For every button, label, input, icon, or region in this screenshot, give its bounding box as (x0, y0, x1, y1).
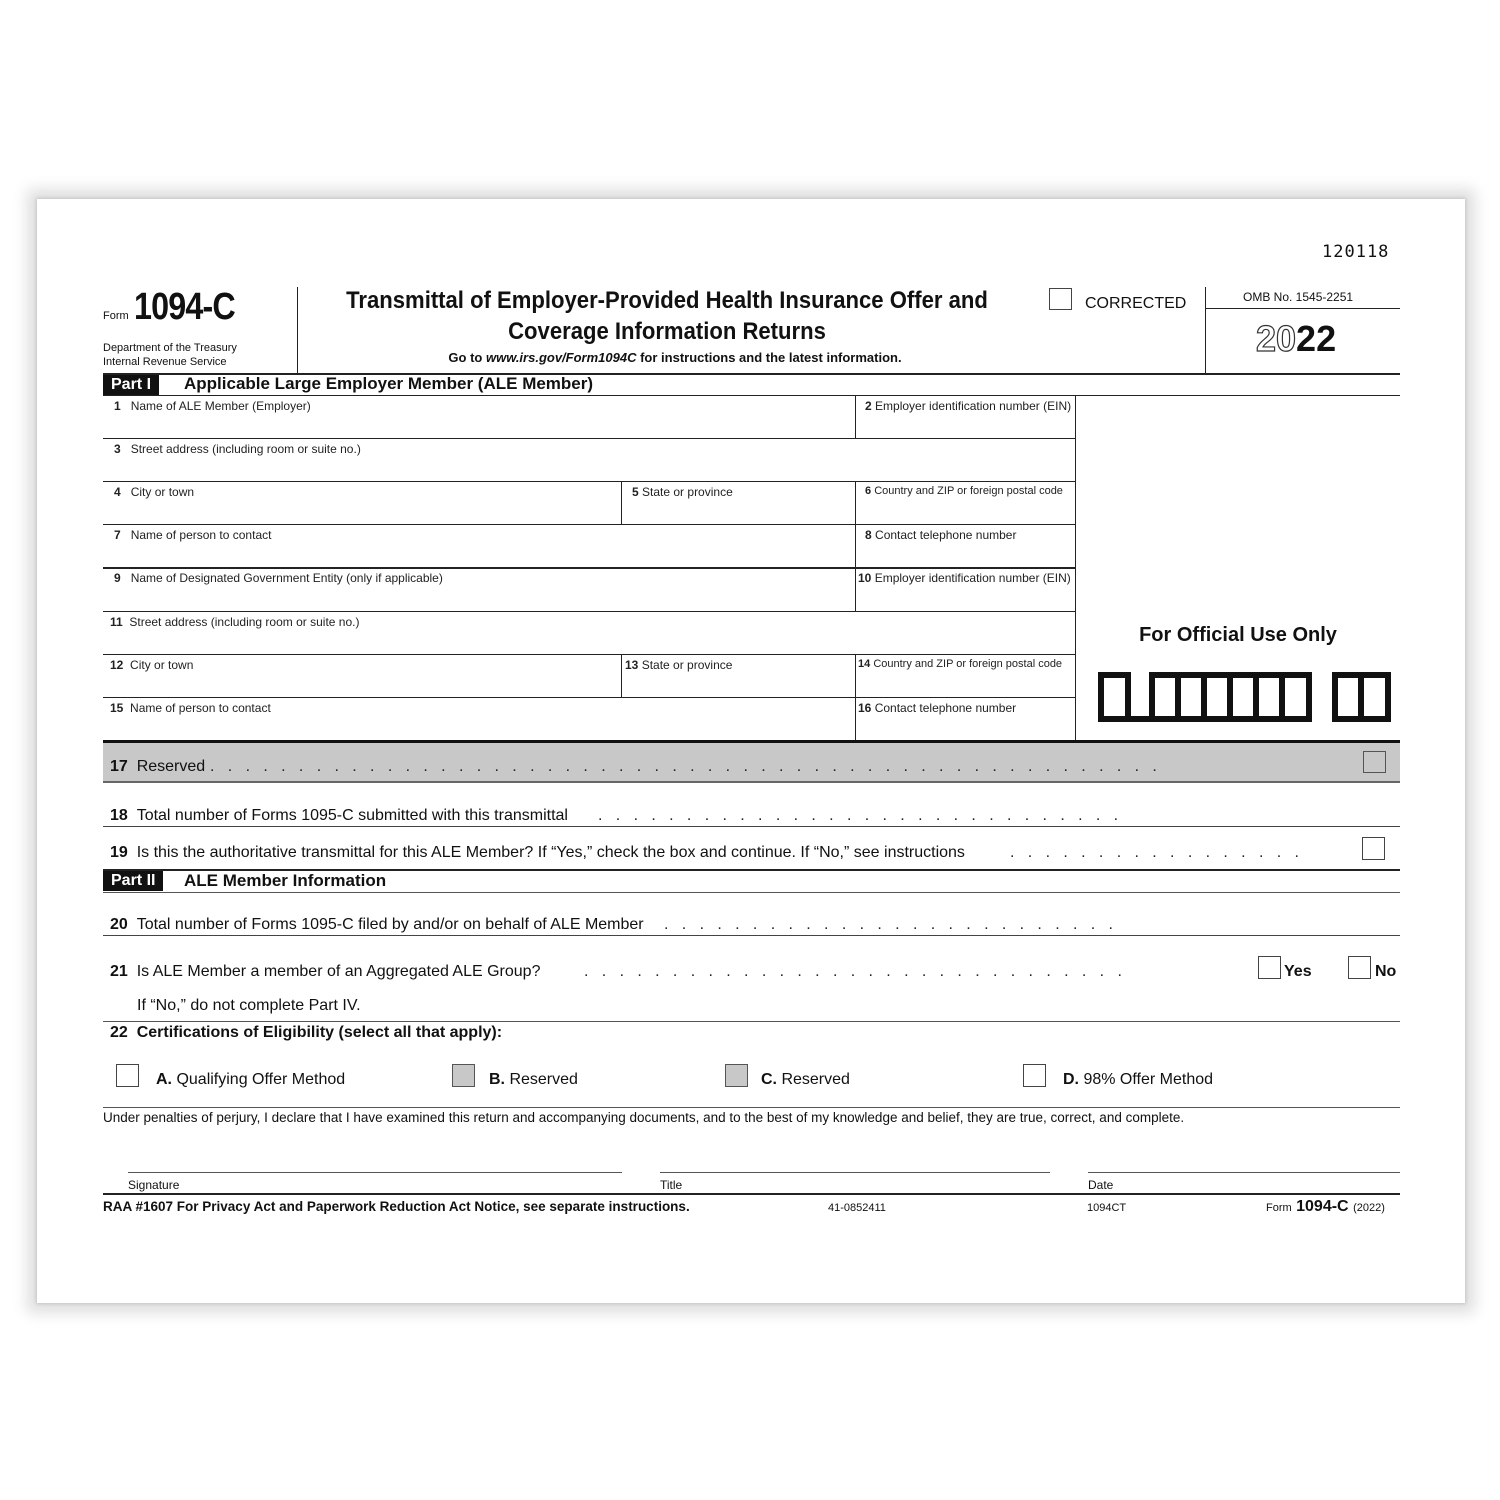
grid-v (621, 481, 622, 524)
line-17-checkbox (1363, 751, 1386, 773)
form-number: 1094-C (134, 286, 235, 328)
field-8-phone[interactable]: 8 Contact telephone number (865, 528, 1017, 542)
field-9-dge-name[interactable]: 9 Name of Designated Government Entity (only if applicable) (114, 571, 443, 585)
irs-url-link[interactable]: www.irs.gov/Form1094C (485, 350, 637, 365)
footer-form-prefix: Form (1266, 1202, 1292, 1214)
field-7-contact[interactable]: 7 Name of person to contact (114, 528, 272, 542)
field-6-zip[interactable]: 6 Country and ZIP or foreign postal code (865, 485, 1063, 497)
tax-year-outline: 20 (1256, 318, 1297, 359)
line-22-label: 22 Certifications of Eligibility (select all that apply): (110, 1024, 503, 1041)
perjury-statement: Under penalties of perjury, I declare that I have examined this return and accompanying documents, and to the best of my knowledge and belief, they are true, correct, and complete. (103, 1110, 1185, 1125)
field-13-state[interactable]: 13 State or province (625, 658, 733, 672)
signature-label: Signature (128, 1178, 180, 1192)
line-20-input[interactable] (1222, 910, 1392, 934)
line-20-leader-dots: . . . . . . . . . . . . . . . . . . . . . . . . . . (664, 916, 1113, 933)
line-21-label: 21 Is ALE Member a member of an Aggregated ALE Group? (110, 963, 541, 980)
grid-h (103, 611, 1075, 612)
official-use-label: For Official Use Only (1139, 624, 1337, 646)
field-11-street[interactable]: 11 Street address (including room or suite no.) (110, 615, 360, 629)
title-line[interactable] (660, 1172, 1050, 1173)
grid-h (103, 524, 1075, 525)
option-c-label: C. Reserved (761, 1071, 850, 1088)
line-21-leader-dots: . . . . . . . . . . . . . . . . . . . . . . . . . . . . . . . (584, 963, 1122, 980)
footer-form-year: (2022) (1353, 1202, 1385, 1214)
header-divider-left (297, 287, 298, 373)
line-21-yes-checkbox[interactable] (1258, 956, 1281, 979)
line-20-rule (103, 935, 1400, 936)
line-18-label: 18 Total number of Forms 1095-C submitted with this transmittal (110, 807, 568, 824)
field-15-contact[interactable]: 15 Name of person to contact (110, 701, 271, 715)
grid-v (621, 654, 622, 697)
line-18-input[interactable] (1222, 800, 1392, 824)
option-b-label: B. Reserved (489, 1071, 578, 1088)
part2-title: ALE Member Information (184, 871, 387, 890)
catalog-number: 41-0852411 (828, 1202, 886, 1214)
header-divider-right (1205, 287, 1206, 373)
department-line1: Department of the Treasury (103, 342, 237, 354)
goto-suffix: for instructions and the latest information. (636, 350, 902, 365)
option-d-98-percent-checkbox[interactable] (1023, 1064, 1046, 1087)
part1-bottom-rule (103, 395, 1400, 396)
part1-tag: Part I (103, 375, 159, 395)
department-line2: Internal Revenue Service (103, 356, 227, 368)
line-19-label: 19 Is this the authoritative transmittal for this ALE Member? If “Yes,” check the box and continue. If “No,” see instructions (110, 844, 965, 861)
field-3-street[interactable]: 3 Street address (including room or suite no.) (114, 442, 361, 456)
field-16-phone[interactable]: 16 Contact telephone number (858, 701, 1017, 715)
title-label: Title (660, 1178, 683, 1192)
corrected-label: CORRECTED (1085, 295, 1187, 312)
form-code: 1094CT (1087, 1202, 1127, 1214)
form-prefix: Form (103, 310, 129, 322)
fields-right-border (1075, 395, 1076, 741)
grid-h (103, 438, 1075, 439)
grid-h (103, 567, 1075, 569)
footer-form-number: 1094-C (1296, 1198, 1349, 1215)
tax-year-bold: 22 (1296, 318, 1337, 359)
part2-tag: Part II (103, 871, 163, 891)
official-use-barcode-group-2 (1332, 672, 1391, 722)
line-21-no-label: No (1375, 963, 1397, 980)
footer-form-id (1266, 1198, 1385, 1216)
field-2-ein[interactable]: 2 Employer identification number (EIN) (865, 399, 1072, 413)
line-17-leader-dots: . . . . . . . . . . . . . . . . . . . . . . . . . . . . . . . . . . . . . . . . . . . . . . . . . . . . . . (210, 758, 1157, 775)
option-a-label: A. Qualifying Offer Method (156, 1071, 346, 1088)
grid-h (103, 697, 1075, 698)
form-title-line2: Coverage Information Returns (508, 318, 826, 345)
option-b-reserved-checkbox (452, 1064, 475, 1087)
tax-year (1256, 318, 1336, 360)
field-5-state[interactable]: 5 State or province (632, 485, 733, 499)
date-label: Date (1088, 1178, 1114, 1192)
omb-number: OMB No. 1545-2251 (1243, 290, 1354, 304)
field-12-city[interactable]: 12 City or town (110, 658, 194, 672)
field-1-ale-name[interactable]: 1 Name of ALE Member (Employer) (114, 399, 311, 413)
official-use-barcode-group-1 (1098, 672, 1312, 722)
field-10-ein[interactable]: 10 Employer identification number (EIN) (858, 571, 1071, 585)
option-d-label: D. 98% Offer Method (1063, 1071, 1214, 1088)
line-18-leader-dots: . . . . . . . . . . . . . . . . . . . . . . . . . . . . . . (598, 807, 1119, 824)
line-22-rule (103, 1107, 1400, 1108)
line-19-leader-dots: . . . . . . . . . . . . . . . . . (1010, 844, 1299, 861)
option-c-reserved-checkbox (725, 1064, 748, 1087)
omb-divider (1206, 308, 1400, 309)
line-21-note: If “No,” do not complete Part IV. (137, 997, 361, 1014)
grid-h (103, 481, 1075, 482)
line-19-authoritative-checkbox[interactable] (1362, 837, 1385, 860)
form-title-line1: Transmittal of Employer-Provided Health Insurance Offer and (346, 287, 988, 314)
line-21-no-checkbox[interactable] (1348, 956, 1371, 979)
document-code: 120118 (1322, 242, 1390, 262)
footer-rule (103, 1193, 1400, 1195)
corrected-checkbox[interactable] (1049, 288, 1072, 310)
field-14-zip[interactable]: 14 Country and ZIP or foreign postal code (858, 658, 1063, 670)
part2-bottom-rule (103, 892, 1400, 893)
line-18-rule (103, 826, 1400, 827)
option-a-qualifying-offer-checkbox[interactable] (116, 1064, 139, 1087)
goto-prefix: Go to (448, 350, 486, 365)
line-20-label: 20 Total number of Forms 1095-C filed by and/or on behalf of ALE Member (110, 916, 644, 933)
instructions-link-line (300, 350, 1050, 365)
field-4-city[interactable]: 4 City or town (114, 485, 195, 499)
line-17-label: 17 Reserved (110, 758, 206, 775)
part1-title: Applicable Large Employer Member (ALE Member) (184, 374, 594, 393)
line-21-rule (103, 1021, 1400, 1022)
grid-v (855, 568, 856, 611)
signature-line[interactable] (128, 1172, 622, 1173)
line-21-yes-label: Yes (1284, 963, 1312, 980)
grid-h (103, 654, 1075, 655)
grid-v (855, 395, 856, 438)
date-line[interactable] (1088, 1172, 1400, 1173)
privacy-notice: RAA #1607 For Privacy Act and Paperwork Reduction Act Notice, see separate instructions. (103, 1199, 690, 1214)
